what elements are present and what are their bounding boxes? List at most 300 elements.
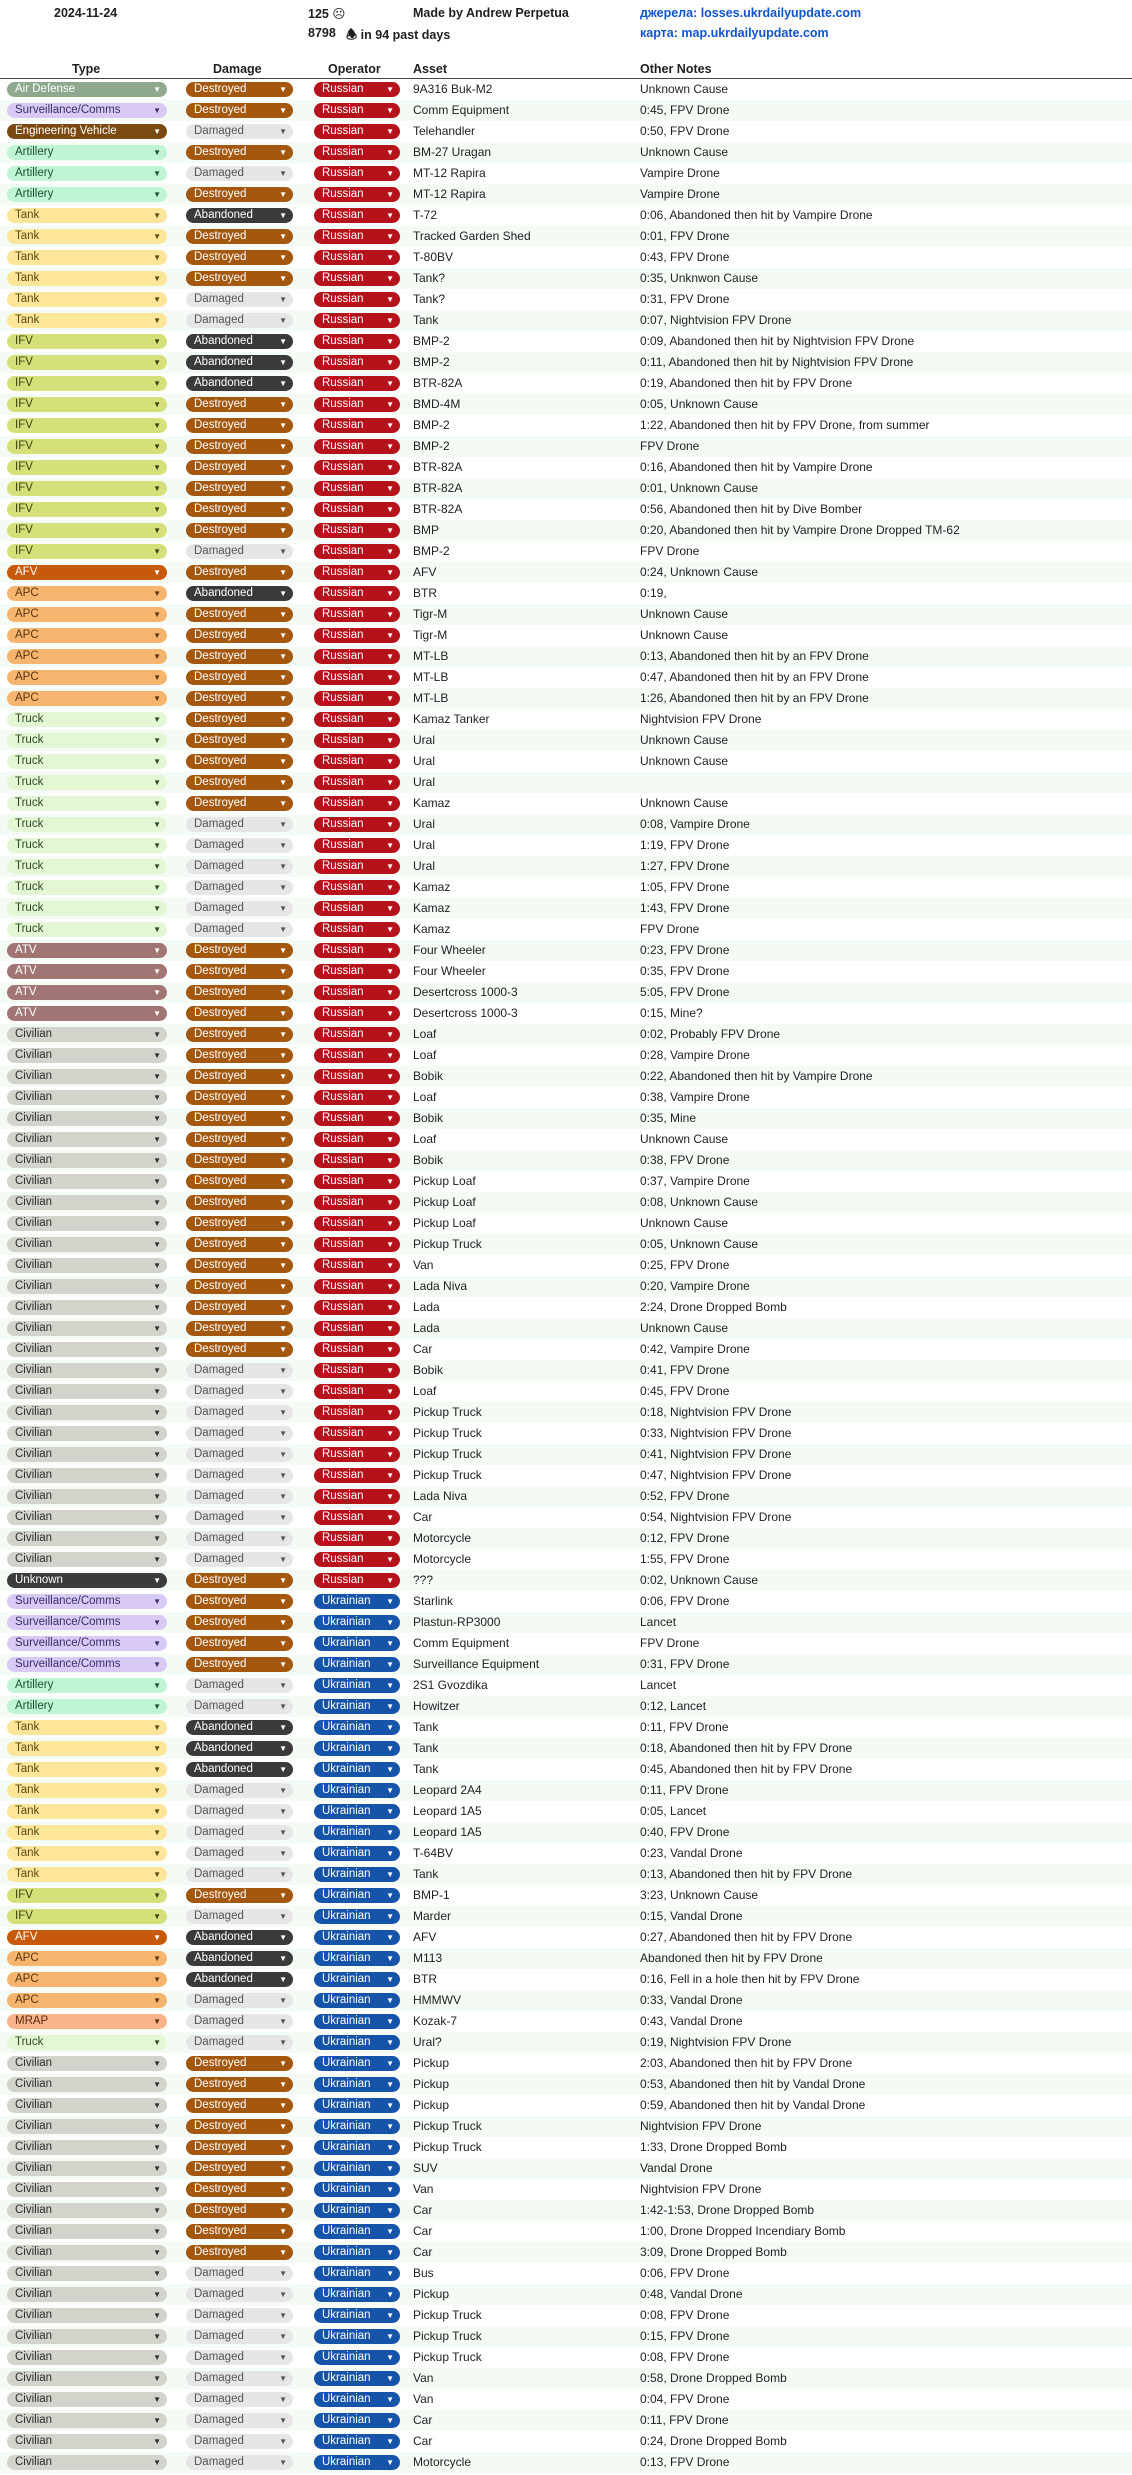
operator-dropdown[interactable] <box>314 1699 400 1714</box>
damage-dropdown[interactable] <box>186 2308 293 2323</box>
damage-dropdown[interactable] <box>186 2266 293 2281</box>
operator-dropdown[interactable] <box>314 523 400 538</box>
operator-dropdown[interactable] <box>314 1636 400 1651</box>
operator-dropdown[interactable] <box>314 229 400 244</box>
type-dropdown[interactable] <box>7 1510 167 1525</box>
operator-dropdown[interactable] <box>314 796 400 811</box>
type-dropdown[interactable] <box>7 1930 167 1945</box>
damage-dropdown[interactable] <box>186 1195 293 1210</box>
operator-dropdown[interactable] <box>314 985 400 1000</box>
operator-dropdown[interactable] <box>314 2140 400 2155</box>
map-link[interactable]: карта: map.ukrdailyupdate.com <box>640 26 829 40</box>
damage-dropdown[interactable] <box>186 334 293 349</box>
damage-dropdown[interactable] <box>186 2392 293 2407</box>
type-dropdown[interactable] <box>7 1300 167 1315</box>
damage-dropdown[interactable] <box>186 1216 293 1231</box>
damage-dropdown[interactable] <box>186 1510 293 1525</box>
type-dropdown[interactable] <box>7 964 167 979</box>
type-dropdown[interactable] <box>7 1720 167 1735</box>
operator-dropdown[interactable] <box>314 1405 400 1420</box>
damage-dropdown[interactable] <box>186 1006 293 1021</box>
damage-dropdown[interactable] <box>186 1153 293 1168</box>
operator-dropdown[interactable] <box>314 1384 400 1399</box>
type-dropdown[interactable] <box>7 1153 167 1168</box>
operator-dropdown[interactable] <box>314 1132 400 1147</box>
operator-dropdown[interactable] <box>314 166 400 181</box>
operator-dropdown[interactable] <box>314 1426 400 1441</box>
operator-dropdown[interactable] <box>314 1048 400 1063</box>
operator-dropdown[interactable] <box>314 418 400 433</box>
damage-dropdown[interactable] <box>186 397 293 412</box>
type-dropdown[interactable] <box>7 292 167 307</box>
type-dropdown[interactable] <box>7 82 167 97</box>
damage-dropdown[interactable] <box>186 880 293 895</box>
damage-dropdown[interactable] <box>186 1594 293 1609</box>
damage-dropdown[interactable] <box>186 1636 293 1651</box>
operator-dropdown[interactable] <box>314 1825 400 1840</box>
type-dropdown[interactable] <box>7 880 167 895</box>
damage-dropdown[interactable] <box>186 859 293 874</box>
operator-dropdown[interactable] <box>314 376 400 391</box>
type-dropdown[interactable] <box>7 1132 167 1147</box>
operator-dropdown[interactable] <box>314 208 400 223</box>
damage-dropdown[interactable] <box>186 2329 293 2344</box>
type-dropdown[interactable] <box>7 1237 167 1252</box>
damage-dropdown[interactable] <box>186 2203 293 2218</box>
operator-dropdown[interactable] <box>314 334 400 349</box>
operator-dropdown[interactable] <box>314 2245 400 2260</box>
damage-dropdown[interactable] <box>186 2140 293 2155</box>
damage-dropdown[interactable] <box>186 355 293 370</box>
damage-dropdown[interactable] <box>186 1426 293 1441</box>
operator-dropdown[interactable] <box>314 1363 400 1378</box>
type-dropdown[interactable] <box>7 1762 167 1777</box>
operator-dropdown[interactable] <box>314 1951 400 1966</box>
type-dropdown[interactable] <box>7 2392 167 2407</box>
damage-dropdown[interactable] <box>186 1783 293 1798</box>
damage-dropdown[interactable] <box>186 670 293 685</box>
type-dropdown[interactable] <box>7 649 167 664</box>
damage-dropdown[interactable] <box>186 649 293 664</box>
operator-dropdown[interactable] <box>314 607 400 622</box>
damage-dropdown[interactable] <box>186 1048 293 1063</box>
type-dropdown[interactable] <box>7 523 167 538</box>
damage-dropdown[interactable] <box>186 2077 293 2092</box>
operator-dropdown[interactable] <box>314 1090 400 1105</box>
operator-dropdown[interactable] <box>314 1174 400 1189</box>
damage-dropdown[interactable] <box>186 124 293 139</box>
operator-dropdown[interactable] <box>314 1216 400 1231</box>
type-dropdown[interactable] <box>7 1216 167 1231</box>
damage-dropdown[interactable] <box>186 2056 293 2071</box>
operator-dropdown[interactable] <box>314 817 400 832</box>
operator-dropdown[interactable] <box>314 1615 400 1630</box>
damage-dropdown[interactable] <box>186 1132 293 1147</box>
operator-dropdown[interactable] <box>314 2434 400 2449</box>
type-dropdown[interactable] <box>7 733 167 748</box>
type-dropdown[interactable] <box>7 2329 167 2344</box>
damage-dropdown[interactable] <box>186 1867 293 1882</box>
damage-dropdown[interactable] <box>186 2119 293 2134</box>
operator-dropdown[interactable] <box>314 271 400 286</box>
type-dropdown[interactable] <box>7 544 167 559</box>
type-dropdown[interactable] <box>7 1552 167 1567</box>
type-dropdown[interactable] <box>7 1972 167 1987</box>
operator-dropdown[interactable] <box>314 1447 400 1462</box>
damage-dropdown[interactable] <box>186 2035 293 2050</box>
operator-dropdown[interactable] <box>314 1489 400 1504</box>
damage-dropdown[interactable] <box>186 733 293 748</box>
operator-dropdown[interactable] <box>314 880 400 895</box>
type-dropdown[interactable] <box>7 2035 167 2050</box>
operator-dropdown[interactable] <box>314 103 400 118</box>
operator-dropdown[interactable] <box>314 670 400 685</box>
damage-dropdown[interactable] <box>186 901 293 916</box>
type-dropdown[interactable] <box>7 2350 167 2365</box>
operator-dropdown[interactable] <box>314 313 400 328</box>
operator-dropdown[interactable] <box>314 733 400 748</box>
operator-dropdown[interactable] <box>314 2392 400 2407</box>
damage-dropdown[interactable] <box>186 1615 293 1630</box>
type-dropdown[interactable] <box>7 2224 167 2239</box>
operator-dropdown[interactable] <box>314 1027 400 1042</box>
type-dropdown[interactable] <box>7 2161 167 2176</box>
type-dropdown[interactable] <box>7 775 167 790</box>
operator-dropdown[interactable] <box>314 754 400 769</box>
damage-dropdown[interactable] <box>186 1951 293 1966</box>
operator-dropdown[interactable] <box>314 1867 400 1882</box>
type-dropdown[interactable] <box>7 1741 167 1756</box>
type-dropdown[interactable] <box>7 1279 167 1294</box>
damage-dropdown[interactable] <box>186 460 293 475</box>
damage-dropdown[interactable] <box>186 1447 293 1462</box>
operator-dropdown[interactable] <box>314 1195 400 1210</box>
operator-dropdown[interactable] <box>314 1468 400 1483</box>
type-dropdown[interactable] <box>7 1405 167 1420</box>
type-dropdown[interactable] <box>7 2203 167 2218</box>
type-dropdown[interactable] <box>7 1069 167 1084</box>
operator-dropdown[interactable] <box>314 2224 400 2239</box>
type-dropdown[interactable] <box>7 1888 167 1903</box>
operator-dropdown[interactable] <box>314 1972 400 1987</box>
damage-dropdown[interactable] <box>186 1489 293 1504</box>
type-dropdown[interactable] <box>7 2266 167 2281</box>
damage-dropdown[interactable] <box>186 1363 293 1378</box>
type-dropdown[interactable] <box>7 2308 167 2323</box>
damage-dropdown[interactable] <box>186 229 293 244</box>
type-dropdown[interactable] <box>7 1342 167 1357</box>
type-dropdown[interactable] <box>7 565 167 580</box>
type-dropdown[interactable] <box>7 1531 167 1546</box>
type-dropdown[interactable] <box>7 1825 167 1840</box>
operator-dropdown[interactable] <box>314 2266 400 2281</box>
type-dropdown[interactable] <box>7 691 167 706</box>
damage-dropdown[interactable] <box>186 1804 293 1819</box>
operator-dropdown[interactable] <box>314 1804 400 1819</box>
operator-dropdown[interactable] <box>314 2119 400 2134</box>
operator-dropdown[interactable] <box>314 1741 400 1756</box>
operator-dropdown[interactable] <box>314 1342 400 1357</box>
damage-dropdown[interactable] <box>186 1699 293 1714</box>
operator-dropdown[interactable] <box>314 1279 400 1294</box>
damage-dropdown[interactable] <box>186 208 293 223</box>
damage-dropdown[interactable] <box>186 943 293 958</box>
damage-dropdown[interactable] <box>186 1846 293 1861</box>
type-dropdown[interactable] <box>7 2413 167 2428</box>
damage-dropdown[interactable] <box>186 271 293 286</box>
operator-dropdown[interactable] <box>314 2371 400 2386</box>
damage-dropdown[interactable] <box>186 103 293 118</box>
type-dropdown[interactable] <box>7 1804 167 1819</box>
damage-dropdown[interactable] <box>186 1384 293 1399</box>
damage-dropdown[interactable] <box>186 964 293 979</box>
operator-dropdown[interactable] <box>314 712 400 727</box>
type-dropdown[interactable] <box>7 1426 167 1441</box>
damage-dropdown[interactable] <box>186 2182 293 2197</box>
operator-dropdown[interactable] <box>314 2035 400 2050</box>
damage-dropdown[interactable] <box>186 922 293 937</box>
operator-dropdown[interactable] <box>314 1993 400 2008</box>
damage-dropdown[interactable] <box>186 1111 293 1126</box>
type-dropdown[interactable] <box>7 2119 167 2134</box>
damage-dropdown[interactable] <box>186 1468 293 1483</box>
damage-dropdown[interactable] <box>186 1090 293 1105</box>
damage-dropdown[interactable] <box>186 313 293 328</box>
type-dropdown[interactable] <box>7 1048 167 1063</box>
operator-dropdown[interactable] <box>314 124 400 139</box>
damage-dropdown[interactable] <box>186 691 293 706</box>
damage-dropdown[interactable] <box>186 439 293 454</box>
damage-dropdown[interactable] <box>186 2434 293 2449</box>
type-dropdown[interactable] <box>7 1993 167 2008</box>
type-dropdown[interactable] <box>7 2014 167 2029</box>
damage-dropdown[interactable] <box>186 2371 293 2386</box>
operator-dropdown[interactable] <box>314 502 400 517</box>
operator-dropdown[interactable] <box>314 250 400 265</box>
type-dropdown[interactable] <box>7 817 167 832</box>
type-dropdown[interactable] <box>7 1174 167 1189</box>
type-dropdown[interactable] <box>7 1573 167 1588</box>
operator-dropdown[interactable] <box>314 439 400 454</box>
type-dropdown[interactable] <box>7 1258 167 1273</box>
type-dropdown[interactable] <box>7 313 167 328</box>
damage-dropdown[interactable] <box>186 523 293 538</box>
type-dropdown[interactable] <box>7 271 167 286</box>
operator-dropdown[interactable] <box>314 1153 400 1168</box>
operator-dropdown[interactable] <box>314 1678 400 1693</box>
operator-dropdown[interactable] <box>314 1111 400 1126</box>
type-dropdown[interactable] <box>7 922 167 937</box>
type-dropdown[interactable] <box>7 1678 167 1693</box>
type-dropdown[interactable] <box>7 607 167 622</box>
damage-dropdown[interactable] <box>186 376 293 391</box>
damage-dropdown[interactable] <box>186 1993 293 2008</box>
type-dropdown[interactable] <box>7 376 167 391</box>
type-dropdown[interactable] <box>7 2182 167 2197</box>
type-dropdown[interactable] <box>7 418 167 433</box>
damage-dropdown[interactable] <box>186 502 293 517</box>
operator-dropdown[interactable] <box>314 943 400 958</box>
damage-dropdown[interactable] <box>186 1720 293 1735</box>
type-dropdown[interactable] <box>7 1006 167 1021</box>
operator-dropdown[interactable] <box>314 481 400 496</box>
operator-dropdown[interactable] <box>314 355 400 370</box>
operator-dropdown[interactable] <box>314 1783 400 1798</box>
damage-dropdown[interactable] <box>186 1321 293 1336</box>
operator-dropdown[interactable] <box>314 2161 400 2176</box>
operator-dropdown[interactable] <box>314 1321 400 1336</box>
type-dropdown[interactable] <box>7 355 167 370</box>
type-dropdown[interactable] <box>7 2455 167 2470</box>
operator-dropdown[interactable] <box>314 2350 400 2365</box>
damage-dropdown[interactable] <box>186 250 293 265</box>
damage-dropdown[interactable] <box>186 292 293 307</box>
damage-dropdown[interactable] <box>186 2098 293 2113</box>
type-dropdown[interactable] <box>7 712 167 727</box>
type-dropdown[interactable] <box>7 1867 167 1882</box>
damage-dropdown[interactable] <box>186 1678 293 1693</box>
damage-dropdown[interactable] <box>186 1174 293 1189</box>
damage-dropdown[interactable] <box>186 1888 293 1903</box>
type-dropdown[interactable] <box>7 2077 167 2092</box>
type-dropdown[interactable] <box>7 1699 167 1714</box>
type-dropdown[interactable] <box>7 943 167 958</box>
operator-dropdown[interactable] <box>314 565 400 580</box>
operator-dropdown[interactable] <box>314 1531 400 1546</box>
type-dropdown[interactable] <box>7 586 167 601</box>
type-dropdown[interactable] <box>7 1951 167 1966</box>
operator-dropdown[interactable] <box>314 838 400 853</box>
operator-dropdown[interactable] <box>314 82 400 97</box>
type-dropdown[interactable] <box>7 838 167 853</box>
operator-dropdown[interactable] <box>314 1720 400 1735</box>
operator-dropdown[interactable] <box>314 2455 400 2470</box>
type-dropdown[interactable] <box>7 2056 167 2071</box>
type-dropdown[interactable] <box>7 1615 167 1630</box>
damage-dropdown[interactable] <box>186 796 293 811</box>
operator-dropdown[interactable] <box>314 2056 400 2071</box>
operator-dropdown[interactable] <box>314 649 400 664</box>
damage-dropdown[interactable] <box>186 754 293 769</box>
type-dropdown[interactable] <box>7 670 167 685</box>
type-dropdown[interactable] <box>7 1195 167 1210</box>
damage-dropdown[interactable] <box>186 1657 293 1672</box>
type-dropdown[interactable] <box>7 2140 167 2155</box>
damage-dropdown[interactable] <box>186 775 293 790</box>
damage-dropdown[interactable] <box>186 1573 293 1588</box>
damage-dropdown[interactable] <box>186 985 293 1000</box>
type-dropdown[interactable] <box>7 1090 167 1105</box>
damage-dropdown[interactable] <box>186 418 293 433</box>
operator-dropdown[interactable] <box>314 2308 400 2323</box>
operator-dropdown[interactable] <box>314 292 400 307</box>
damage-dropdown[interactable] <box>186 481 293 496</box>
type-dropdown[interactable] <box>7 1783 167 1798</box>
type-dropdown[interactable] <box>7 397 167 412</box>
type-dropdown[interactable] <box>7 859 167 874</box>
type-dropdown[interactable] <box>7 1489 167 1504</box>
type-dropdown[interactable] <box>7 1594 167 1609</box>
damage-dropdown[interactable] <box>186 1552 293 1567</box>
type-dropdown[interactable] <box>7 628 167 643</box>
type-dropdown[interactable] <box>7 502 167 517</box>
type-dropdown[interactable] <box>7 334 167 349</box>
operator-dropdown[interactable] <box>314 1888 400 1903</box>
type-dropdown[interactable] <box>7 2371 167 2386</box>
type-dropdown[interactable] <box>7 1657 167 1672</box>
type-dropdown[interactable] <box>7 1846 167 1861</box>
type-dropdown[interactable] <box>7 2434 167 2449</box>
operator-dropdown[interactable] <box>314 1510 400 1525</box>
operator-dropdown[interactable] <box>314 1909 400 1924</box>
damage-dropdown[interactable] <box>186 2161 293 2176</box>
damage-dropdown[interactable] <box>186 1531 293 1546</box>
operator-dropdown[interactable] <box>314 859 400 874</box>
operator-dropdown[interactable] <box>314 1552 400 1567</box>
operator-dropdown[interactable] <box>314 1300 400 1315</box>
operator-dropdown[interactable] <box>314 1594 400 1609</box>
damage-dropdown[interactable] <box>186 1069 293 1084</box>
operator-dropdown[interactable] <box>314 1573 400 1588</box>
damage-dropdown[interactable] <box>186 1909 293 1924</box>
damage-dropdown[interactable] <box>186 187 293 202</box>
damage-dropdown[interactable] <box>186 2455 293 2470</box>
operator-dropdown[interactable] <box>314 544 400 559</box>
damage-dropdown[interactable] <box>186 565 293 580</box>
type-dropdown[interactable] <box>7 460 167 475</box>
type-dropdown[interactable] <box>7 1909 167 1924</box>
operator-dropdown[interactable] <box>314 2014 400 2029</box>
operator-dropdown[interactable] <box>314 2329 400 2344</box>
damage-dropdown[interactable] <box>186 2413 293 2428</box>
type-dropdown[interactable] <box>7 124 167 139</box>
type-dropdown[interactable] <box>7 166 167 181</box>
type-dropdown[interactable] <box>7 985 167 1000</box>
operator-dropdown[interactable] <box>314 1258 400 1273</box>
type-dropdown[interactable] <box>7 1636 167 1651</box>
type-dropdown[interactable] <box>7 1321 167 1336</box>
source-link[interactable]: джерела: losses.ukrdailyupdate.com <box>640 6 862 20</box>
type-dropdown[interactable] <box>7 1468 167 1483</box>
damage-dropdown[interactable] <box>186 544 293 559</box>
operator-dropdown[interactable] <box>314 1237 400 1252</box>
operator-dropdown[interactable] <box>314 1846 400 1861</box>
operator-dropdown[interactable] <box>314 775 400 790</box>
operator-dropdown[interactable] <box>314 397 400 412</box>
operator-dropdown[interactable] <box>314 922 400 937</box>
damage-dropdown[interactable] <box>186 1405 293 1420</box>
type-dropdown[interactable] <box>7 229 167 244</box>
operator-dropdown[interactable] <box>314 2287 400 2302</box>
damage-dropdown[interactable] <box>186 82 293 97</box>
damage-dropdown[interactable] <box>186 838 293 853</box>
type-dropdown[interactable] <box>7 901 167 916</box>
type-dropdown[interactable] <box>7 439 167 454</box>
damage-dropdown[interactable] <box>186 1930 293 1945</box>
type-dropdown[interactable] <box>7 2245 167 2260</box>
damage-dropdown[interactable] <box>186 712 293 727</box>
type-dropdown[interactable] <box>7 208 167 223</box>
operator-dropdown[interactable] <box>314 2077 400 2092</box>
damage-dropdown[interactable] <box>186 2245 293 2260</box>
damage-dropdown[interactable] <box>186 2224 293 2239</box>
damage-dropdown[interactable] <box>186 2350 293 2365</box>
type-dropdown[interactable] <box>7 103 167 118</box>
damage-dropdown[interactable] <box>186 1279 293 1294</box>
type-dropdown[interactable] <box>7 145 167 160</box>
damage-dropdown[interactable] <box>186 1741 293 1756</box>
type-dropdown[interactable] <box>7 187 167 202</box>
